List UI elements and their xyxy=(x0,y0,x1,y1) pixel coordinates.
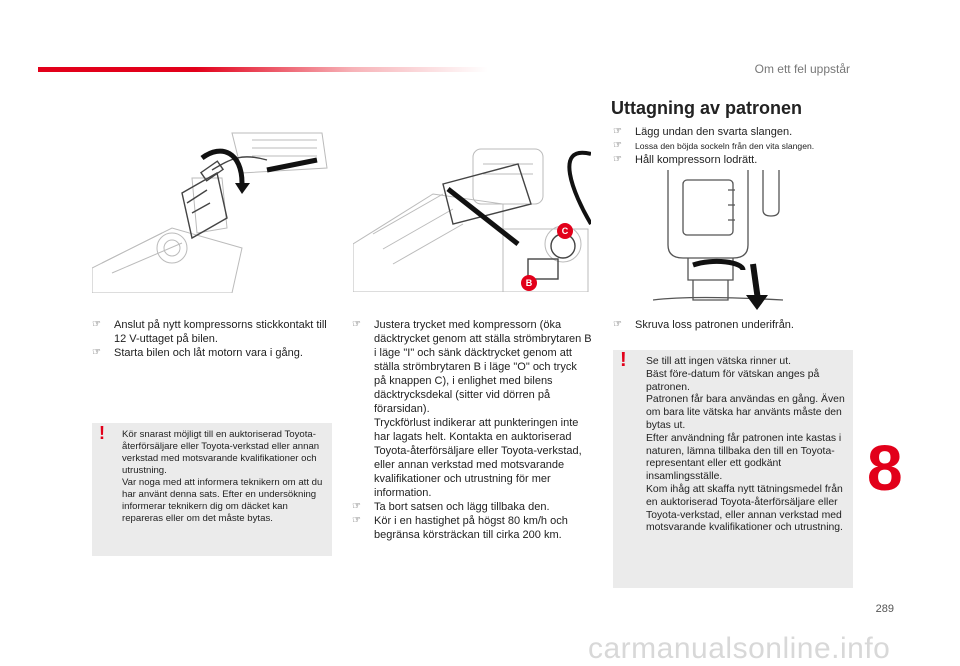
warning-text: Kör snarast möjligt till en auktoriserad Toyota-återförsäljare eller Toyota-verkstad eller annan verkstad med motsvarande kvalifikationer och utrustning. Var noga med att informera teknikern om att du har använt denna sats. Efter en undersökning informerar teknikern dig om däcket kan repareras eller om det måste bytas. xyxy=(122,429,323,524)
figure-compressor-controls xyxy=(353,134,591,292)
bullet-icon: ☞ xyxy=(613,126,622,137)
exclamation-icon: ! xyxy=(620,349,627,371)
figure-compressor-plug xyxy=(92,128,332,293)
bullet-icon: ☞ xyxy=(352,501,361,512)
page-number: 289 xyxy=(875,603,894,615)
bullet-icon: ☞ xyxy=(352,515,361,526)
list-item: ☞ Lägg undan den svarta slangen. xyxy=(613,126,793,138)
right-steps xyxy=(613,125,858,167)
section-heading: Uttagning av patronen xyxy=(611,98,803,118)
bullet-icon: ☞ xyxy=(613,140,622,151)
bullet-icon: ☞ xyxy=(92,319,101,330)
left-steps xyxy=(92,318,332,360)
list-item: ☞ Håll kompressorn lodrätt. xyxy=(613,154,758,166)
middle-steps xyxy=(352,318,592,542)
bullet-icon: ☞ xyxy=(613,154,622,165)
label-b: B xyxy=(525,278,533,288)
list-item: ☞ Lossa den böjda sockeln från den vita slangen. xyxy=(613,140,815,151)
warning-text: Se till att ingen vätska rinner ut. Bäst före-datum för vätskan anges på patronen. Patronen får bara användas en gång. Även om bara lite vätska har använts måste den bytas ut. Efter användning får patronen inte kastas i naturen, lämna tillbaka den till en Toyota-representant eller ett godkänt insamlingsställe. Kom ihåg att skaffa nytt tätningsmedel från en auktoriserad Toyota-återförsäljare eller Toyota-verkstad, eller annan verkstad med motsvarande kvalifikationer och utrustning. xyxy=(646,356,845,534)
list-item: ☞ Justera trycket med kompressorn (öka däcktrycket genom att ställa strömbrytaren B i läge "I" och sänk däcktrycket genom att ställa strömbrytaren B i läge "O" och tryck på knappen C), i enlighet med bilens däcktrycksdekal (sitter vid dörren på förarsidan). Tryckförlust indikerar att punkteringen inte har lagats helt. Kontakta en auktoriserad Toyota-återförsäljare eller Toyota-verkstad, eller annan verkstad med motsvarande kvalifikationer och utrustning för mer information. xyxy=(352,319,592,499)
right-steps-after xyxy=(613,318,858,332)
bullet-icon: ☞ xyxy=(352,319,361,330)
bullet-icon: ☞ xyxy=(613,319,622,330)
list-item: ☞ Starta bilen och låt motorn vara i gång. xyxy=(92,347,303,359)
bullet-icon: ☞ xyxy=(92,347,101,358)
list-item: ☞ Ta bort satsen och lägg tillbaka den. xyxy=(352,501,550,513)
section-title: Om ett fel uppstår xyxy=(754,62,850,76)
list-item: ☞ Skruva loss patronen underifrån. xyxy=(613,319,794,331)
figure-cartridge-removal xyxy=(653,170,783,310)
watermark: carmanualsonline.info xyxy=(588,632,891,665)
warning-box-cartridge xyxy=(613,350,853,588)
list-item: ☞ Anslut på nytt kompressorns stickkontakt till 12 V-uttaget på bilen. xyxy=(92,319,327,345)
header-accent-bar xyxy=(38,67,488,72)
exclamation-icon: ! xyxy=(99,423,105,443)
chapter-number: 8 xyxy=(867,432,903,504)
list-item: ☞ Kör i en hastighet på högst 80 km/h och begränsa körsträckan till cirka 200 km. xyxy=(352,515,568,541)
warning-box-repair xyxy=(92,423,332,556)
label-c: C xyxy=(561,226,569,236)
